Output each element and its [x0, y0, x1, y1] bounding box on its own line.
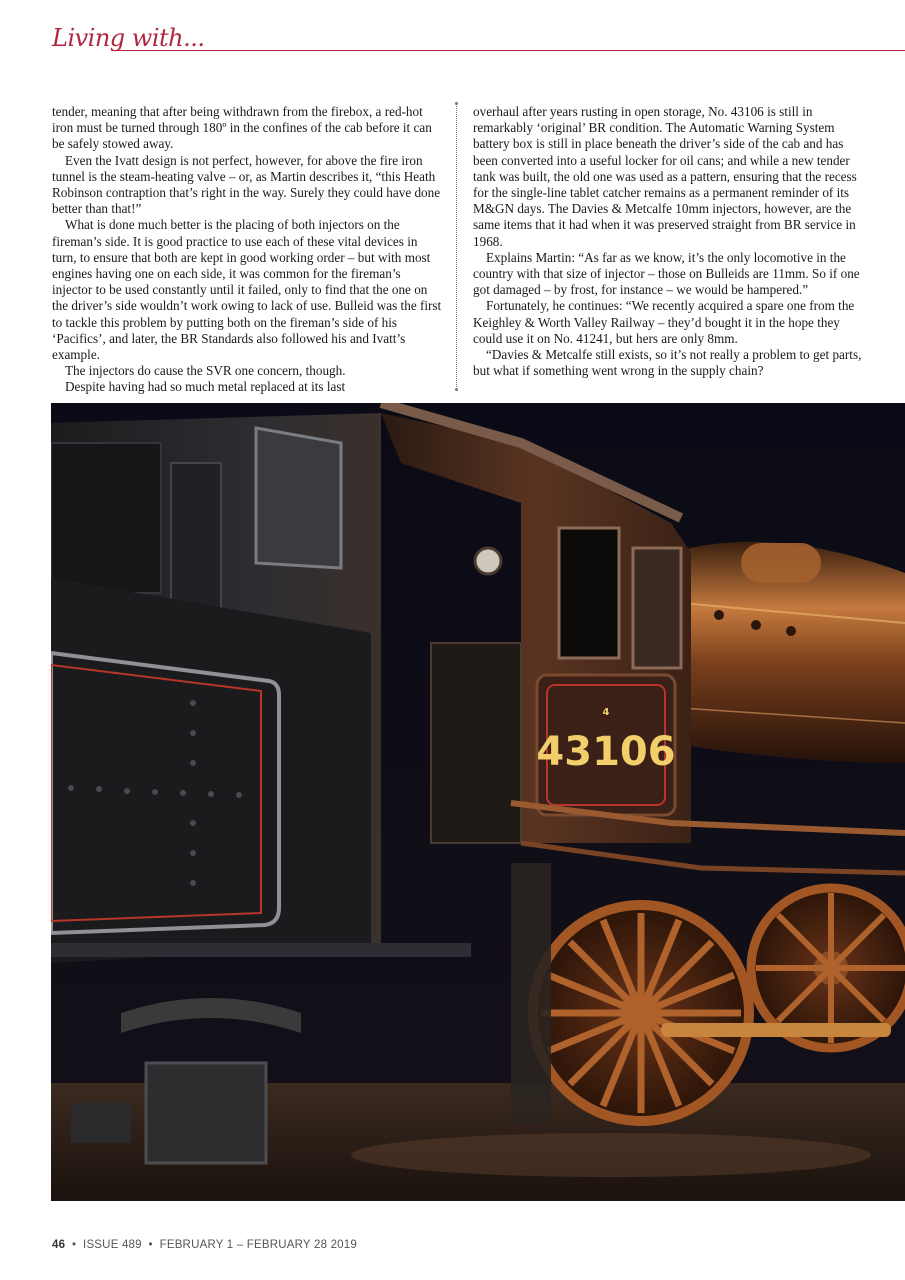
- paragraph: Even the Ivatt design is not perfect, however, for above the fire iron tunnel is the steam-heating valve – or, as Martin describes it, “this Heath Robinson contraption that’s right in the way. Surely they could have done better than that!”: [52, 152, 441, 217]
- page-footer: [52, 1239, 357, 1251]
- cab-number: 43106: [536, 729, 676, 775]
- paragraph: tender, meaning that after being withdrawn from the firebox, a red-hot iron must be turned through 180º in the confines of the cab before it can be safely stowed away.: [52, 104, 432, 152]
- driving-wheel: [533, 905, 749, 1121]
- power-class-label: 4: [602, 707, 610, 718]
- paragraph: overhaul after years rusting in open storage, No. 43106 is still in remarkably ‘original’ BR condition. The Automatic Warning System battery box is still in place beneath the driver’s side of the cab and has been converted into a useful locker for oil cans; and while a new tender tank was built, the old one was used as a pattern, ensuring that the recess for the single-line tablet catcher remains as a permanent reminder of its M&GN days. The Davies & Metcalfe 10mm injectors, however, are the same items that it had when it was preserved straight from BR service in 1968.: [473, 104, 857, 249]
- paragraph: Despite having had so much metal replaced at its last: [65, 379, 346, 395]
- issue-date-range: FEBRUARY 1 – FEBRUARY 28 2019: [159, 1239, 357, 1251]
- paragraph: “Davies & Metcalfe still exists, so it’s not really a problem to get parts, but what if something went wrong in the supply chain?: [473, 347, 862, 379]
- footer-separator: •: [145, 1239, 157, 1251]
- paragraph: Fortunately, he continues: “We recently acquired a spare one from the Keighley & Worth Valley Railway – they’d bought it in the hope they could use it on No. 41241, but hers are only 8mm.: [473, 298, 855, 346]
- footer-separator: •: [68, 1239, 80, 1251]
- column-divider: [456, 104, 457, 389]
- page-number: 46: [52, 1239, 66, 1251]
- header-rule: [112, 50, 905, 51]
- coupling-rod: [661, 1023, 891, 1037]
- paragraph: Explains Martin: “As far as we know, it’s the only locomotive in the country with that size of injector – those on Bulleids are 11mm. So if one got damaged – by frost, for instance – we would be hampered.”: [473, 249, 860, 298]
- paragraph: The injectors do cause the SVR one concern, though.: [65, 363, 346, 379]
- article-column-left: [52, 104, 444, 396]
- locomotive-photo: [51, 403, 905, 1201]
- paragraph: What is done much better is the placing of both injectors on the fireman’s side. It is good practice to use each of these vital devices in turn, to ensure that both are kept in good working order – but with most engines having one on each side, it was common for the fireman’s injector to be used constantly until it failed, only to find that the one on the driver’s side wouldn’t work owing to lack of use. Bulleid was the first to tackle this problem by putting both on the fireman’s side of his ‘Pacifics’, and later, the BR Standards also followed his and Ivatt’s example.: [52, 217, 442, 363]
- section-title: Living with...: [52, 24, 205, 52]
- article-column-right: [473, 104, 865, 379]
- issue-label: ISSUE 489: [83, 1239, 142, 1251]
